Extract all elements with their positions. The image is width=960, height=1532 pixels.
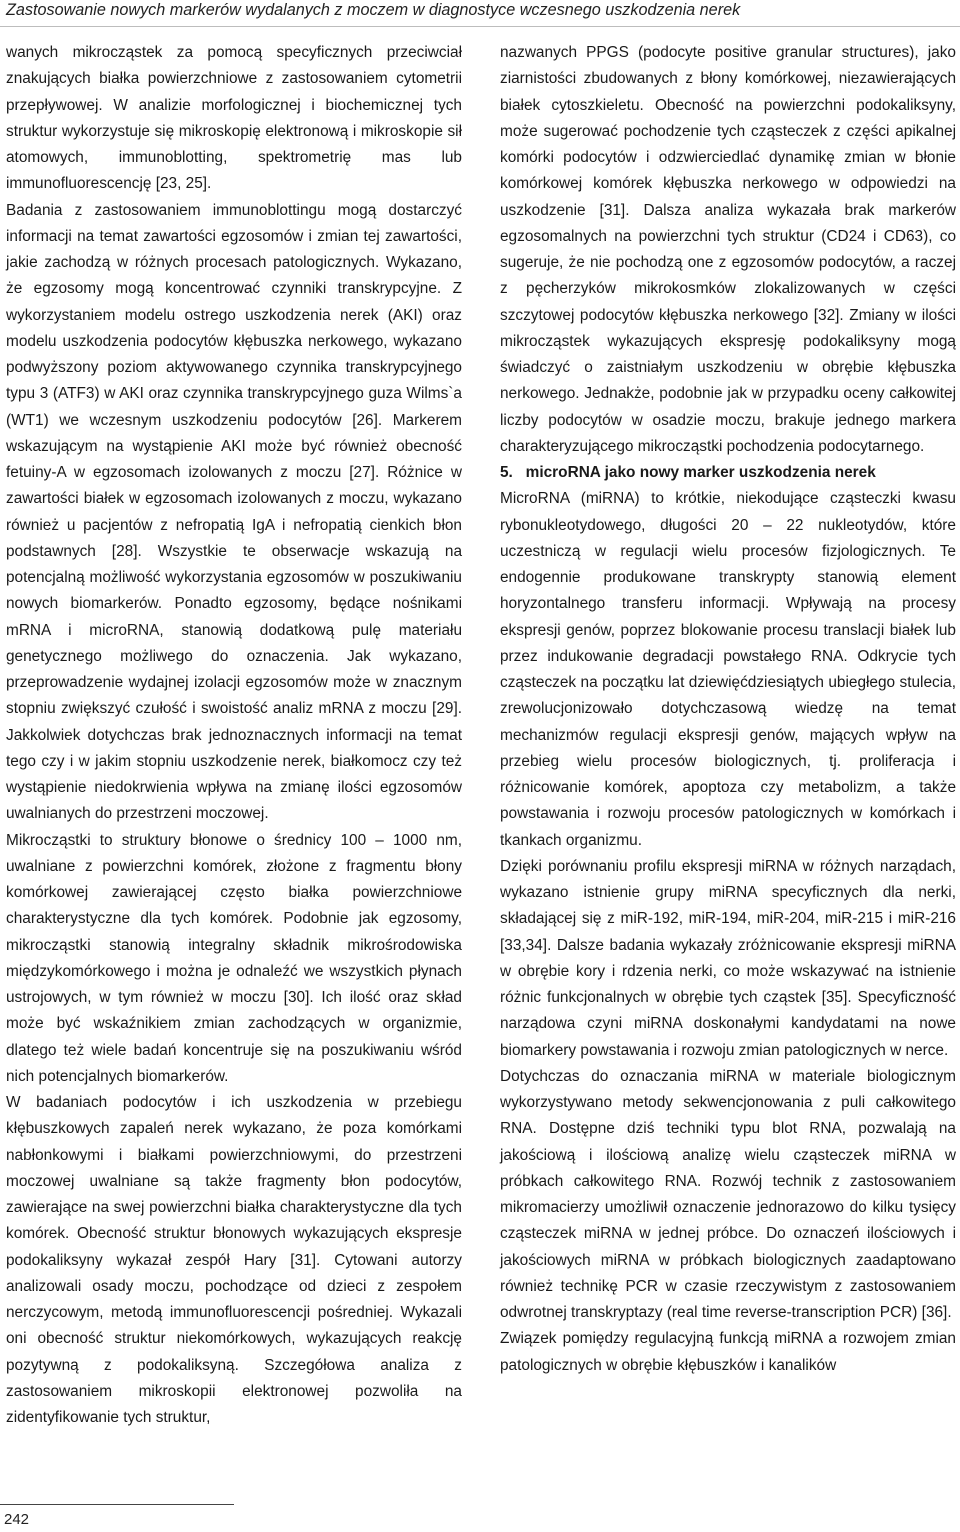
body-paragraph: Dzięki porównaniu profilu ekspresji miRNA w różnych narządach, wykazano istnienie grupy miRNA specyficznych dla nerki, składającej się z miR-192, miR-194, miR-204, miR-215 i miR-216 [33,34]. Dalsze badania wykazały zróżnicowanie ekspresji miRNA w obrębie kory i rdzenia nerki, co może wskazywać na istnienie różnic funkcjonalnych w obrębie tych cząstek [35]. Specyficzność narządowa czyni miRNA doskonałymi kandydatami na nowe biomarkery powstawania i rozwoju zmian patologicznych w nerce. <box>500 857 956 1059</box>
body-paragraph: Dotychczas do oznaczania miRNA w materiale biologicznym wykorzystywano metody sekwencjonowania z puli całkowitego RNA. Dostępne dziś techniki typu blot RNA, pozwalają na jakościową i ilościową analizę wielu cząsteczek miRNA w próbkach całkowitego RNA. Rozwój technik z zastosowaniem mikromacierzy umożliwił oznaczenie jednorazowo do kilku tysięcy cząsteczek miRNA w jednej próbce. Do oznaczeń ilościowych i jakościowych miRNA w próbkach biologicznych zaadaptowano również technikę PCR w czasie rzeczywistym z zastosowaniem odwrotnej transkryptazy (real time reverse-transcription PCR) [36]. <box>500 1067 956 1321</box>
right-text-column <box>500 40 956 1379</box>
left-text-column <box>6 40 462 1431</box>
page-number: 242 <box>4 1511 30 1528</box>
body-paragraph: wanych mikrocząstek za pomocą specyficznych przeciwciał znakujących białka powierzchniowe z zastosowaniem cytometrii przepływowej. W analizie morfologicznej i biochemicznej tych struktur wykorzystuje się mikroskopię elektronową i mikroskopie sił atomowych, immunoblotting, spektrometrię mas lub immunofluorescencję [23, 25]. <box>6 44 462 193</box>
body-paragraph: Mikrocząstki to struktury błonowe o średnicy 100 – 1000 nm, uwalniane z powierzchni komórek, złożone z fragmentu błony komórkowej zawierającej często białka powierzchniowe charakterystyczne dla tych komórek. Podobnie jak egzosomy, mikrocząstki stanowią integralny składnik mikrośrodowiska międzykomórkowego i można je odnaleźć we wszystkich płynach ustrojowych, w tym również w moczu [30]. Ich ilość oraz skład może być wskaźnikiem zmian zachodzących w organizmie, dlatego też wiele badań koncentruje się na poszukiwaniu wśród nich potencjalnych biomarkerów. <box>6 831 462 1085</box>
footer-divider <box>0 1504 234 1505</box>
section-heading: 5. microRNA jako nowy marker uszkodzenia nerek <box>500 464 876 481</box>
body-paragraph: W badaniach podocytów i ich uszkodzenia w przebiegu kłębuszkowych zapaleń nerek wykazano, że poza komórkami nabłonkowymi i białkami powierzchniowymi, do przestrzeni moczowej uwalniane są także fragmenty błon podocytów, zawierające na swej powierzchni białka charakterystyczne dla tych komórek. Obecność struktur błonowych wykazujących ekspresje podokaliksyny wykazał zespół Hary [31]. Cytowani autorzy analizowali osady moczu, pochodzące od dzieci z zespołem nerczycowym, metodą immunofluorescencji pośredniej. Wykazali oni obecność struktur niekomórkowych, wykazujących reakcję pozytywną z podokaliksyną. Szczegółowa analiza z zastosowaniem mikroskopii elektronowej pozwoliła na zidentyfikowanie tych struktur, <box>6 1094 462 1426</box>
body-paragraph: Związek pomiędzy regulacyjną funkcją miRNA a rozwojem zmian patologicznych w obrębie kłębuszków i kanalików <box>500 1330 956 1374</box>
body-paragraph: nazwanych PPGS (podocyte positive granular structures), jako ziarnistości zbudowanych z błony komórkowej, niezawierających białek cytoszkieletu. Obecność na powierzchni podokaliksyny, może sugerować pochodzenie tych cząsteczek z części apikalnej komórki podocytów i odzwierciedlać dynamikę zmian w błonie komórkowej komórek kłębuszka nerkowego w odpowiedzi na uszkodzenie [31]. Dalsza analiza wykazała brak markerów egzosomalnych na powierzchni tych struktur (CD24 i CD63), co sugeruje, że nie pochodzą one z egzosomów podocytów, a raczej z pęcherzyków mikrokosmków zlokalizowanych w części szczytowej podocytów kłębuszka nerkowego [32]. Zmiany w ilości mikrocząstek wykazujących ekspresję podokaliksyny mogą świadczyć o zaistniałym uszkodzeniu w obrębie kłębuszka nerkowego. Jednakże, podobnie jak w przypadku oceny całkowitej liczby podocytów w osadzie moczu, brakuje jednego markera charakteryzującego mikrocząstki pochodzenia podocytarnego. <box>500 44 956 455</box>
body-paragraph: Badania z zastosowaniem immunoblottingu mogą dostarczyć informacji na temat zawartości egzosomów i zmian tej zawartości, jakie zachodzą w różnych procesach patologicznych. Wykazano, że egzosomy mogą koncentrować czynniki transkrypcyjne. Z wykorzystaniem modelu ostrego uszkodzenia nerek (AKI) oraz modelu uszkodzenia podocytów kłębuszka nerkowego, wykazano podwyższony poziom aktywowanego czynnika transkrypcyjnego typu 3 (ATF3) w AKI oraz czynnika transkrypcyjnego guza Wilms`a (WT1) we wczesnym uszkodzeniu podocytów [26]. Markerem wskazującym na wystąpienie AKI może być również obecność fetuiny-A w egzosomach izolowanych z moczu [27]. Różnice w zawartości białek w egzosomach izolowanych z moczu, wykazano również u pacjentów z nefropatią IgA i nefropatią cienkich błon podstawnych [28]. Wszystkie te obserwacje wskazują na potencjalną możliwość wykorzystania egzosomów w poszukiwaniu nowych biomarkerów. Ponadto egzosomy, będące nośnikami mRNA i microRNA, stanowią dodatkową pulę materiału genetycznego możliwego do oznaczenia. Jak wykazano, przeprowadzenie wydajnej izolacji egzosomów może w znacznym stopniu zwiększyć czułość i swoistość analiz mRNA z moczu [29]. Jakkolwiek dotychczas brak jednoznacznych informacji na temat tego czy i w jakim stopniu uszkodzenie nerek, białkomocz czy też wystąpienie niedokrwienia wpływa na zmianę ilości egzosomów uwalnianych do przestrzeni moczowej. <box>6 201 462 823</box>
header-divider <box>0 26 960 27</box>
body-paragraph: MicroRNA (miRNA) to krótkie, niekodujące cząsteczki kwasu rybonukleotydowego, długości 20 – 22 nukleotydów, które uczestniczą w regulacji wielu procesów fizjologicznych. Te endogennie produkowane transkrypty stanowią element horyzontalnego transferu informacji. Wpływają na procesy ekspresji genów, poprzez blokowanie procesu translacji białek lub przez indukowanie degradacji powstałego RNA. Odkrycie tych cząsteczek na początku lat dziewięćdziesiątych ubiegłego stulecia, zrewolucjonizowało dotychczasową wiedzę na temat mechanizmów regulacji ekspresji genów, mających wpływ na przebieg wielu procesów biologicznych, tj. proliferacja i różnicowanie komórek, apoptoza czy metabolizm, a także powstawania i rozwoju procesów patologicznych w komórkach i tkankach organizmu. <box>500 490 956 849</box>
running-header-title: Zastosowanie nowych markerów wydalanych z moczem w diagnostyce wczesnego uszkodzenia nerek <box>6 1 741 19</box>
